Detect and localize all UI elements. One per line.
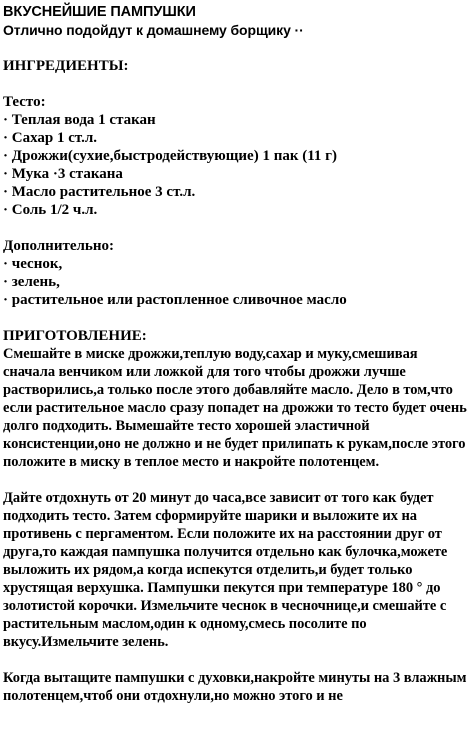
extra-label: Дополнительно:: [3, 238, 114, 254]
title-block: [3, 3, 471, 39]
recipe-document: [3, 0, 471, 705]
recipe-title: ВКУСНЕЙШИЕ ПАМПУШКИ: [3, 4, 196, 20]
spacer: [3, 219, 471, 237]
dough-ingredient-list: [3, 111, 471, 219]
preparation-paragraph: Дайте отдохнуть от 20 минут до часа,все зависит от того как будет подходить тесто. Затем сформируйте шарики и выложите их на противень с пергаментом. Если положите их на расстоянии друг от друга,то каждая пампушка получится отдельно как булочка,можете выложить их рядом,а когда испекутся отделить,и будет только хрустящая верхушка. Пампушки пекутся при температуре 180 ° до золотистой корочки. Измельчите чеснок в чесночнице,и смешайте с растительным маслом,один к одному,смесь посолите по вкусу.Измельчите зелень.: [3, 490, 448, 650]
spacer: [3, 75, 471, 93]
ingredient-item: · Дрожжи(сухие,быстродействующие) 1 пак (11 г): [3, 148, 337, 164]
recipe-subtitle: Отлично подойдут к домашнему борщику ··: [3, 22, 304, 38]
spacer: [3, 471, 471, 489]
extra-ingredient-list: [3, 255, 471, 309]
ingredient-item: · чеснок,: [3, 256, 63, 272]
spacer: [3, 309, 471, 327]
ingredient-item: · Сахар 1 ст.л.: [3, 130, 98, 146]
ingredient-item: · Соль 1/2 ч.л.: [3, 202, 98, 218]
ingredient-item: · Теплая вода 1 стакан: [3, 112, 156, 128]
preparation-paragraph: Смешайте в миске дрожжи,теплую воду,сахар и муку,смешивая сначала венчиком или ложкой для того чтобы дрожжи лучше растворились,а только после этого добавляйте масло. Дело в том,что если растительное масло сразу попадет на дрожжи то тесто будет очень долго подходить. Вымешайте тесто хорошей эластичной консистенции,оно не должно и не будет прилипать к рукам,после этого положите в миску в теплое место и накройте полотенцем.: [3, 346, 467, 470]
ingredient-item: · зелень,: [3, 274, 60, 290]
ingredient-item: · Масло растительное 3 ст.л.: [3, 184, 196, 200]
ingredients-heading: ИНГРЕДИЕНТЫ:: [3, 58, 129, 74]
ingredient-item: · Мука ·3 стакана: [3, 166, 123, 182]
dough-label: Тесто:: [3, 94, 46, 110]
ingredient-item: · растительное или растопленное сливочное масло: [3, 292, 347, 308]
spacer: [3, 39, 471, 57]
spacer: [3, 651, 471, 669]
preparation-paragraph: Когда вытащите пампушки с духовки,накройте минуты на 3 влажным полотенцем,чтоб они отдохнули,но можно этого и не: [3, 670, 467, 704]
preparation-heading: ПРИГОТОВЛЕНИЕ:: [3, 328, 147, 344]
